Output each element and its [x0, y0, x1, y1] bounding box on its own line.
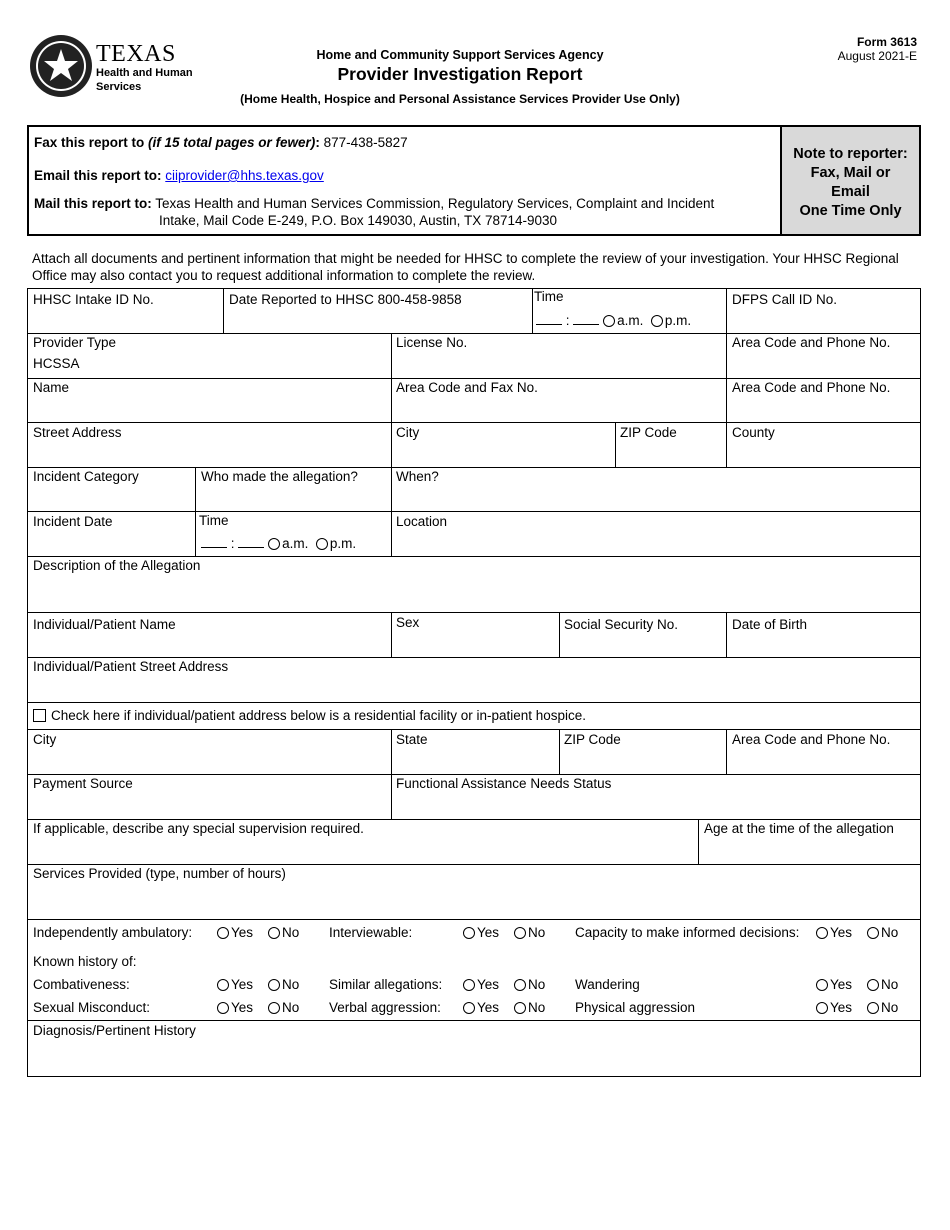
similar-yes-radio[interactable]: [463, 979, 475, 991]
row-rule: [28, 556, 920, 557]
agency-name: Home and Community Support Services Agency: [316, 48, 604, 62]
note-line1: Note to reporter:: [793, 146, 908, 162]
name-label: Name: [33, 380, 70, 395]
col-rule: [698, 819, 699, 864]
row-rule: [28, 819, 920, 820]
provider-type-value: HCSSA: [33, 356, 80, 371]
fax-label-a: Fax this report to: [34, 135, 149, 150]
fax-label-c: :: [315, 135, 320, 150]
hhs-logo: [28, 33, 198, 101]
street-address-label: Street Address: [33, 425, 122, 440]
sexual-options: [217, 1000, 299, 1015]
no-label: No: [528, 925, 546, 940]
known-history-label: Known history of:: [33, 954, 137, 969]
mail-label: Mail this report to:: [34, 196, 152, 211]
yes-label: Yes: [231, 977, 254, 992]
age-label: Age at the time of the allegation: [704, 821, 894, 836]
incident-am-radio[interactable]: [268, 538, 280, 550]
ssn-label: Social Security No.: [564, 617, 679, 632]
time-colon: :: [230, 536, 235, 551]
texas-seal-icon: [28, 33, 94, 99]
patient-street-label: Individual/Patient Street Address: [33, 659, 229, 674]
col-rule: [559, 612, 560, 657]
fax-number: 877-438-5827: [319, 135, 408, 150]
am-label: a.m.: [282, 536, 309, 551]
col-rule: [391, 729, 392, 819]
incident-time-label: Time: [199, 513, 229, 528]
incident-hour-blank[interactable]: [201, 537, 227, 548]
col-rule: [726, 289, 727, 467]
pm-label: p.m.: [664, 313, 692, 328]
email-link[interactable]: ciiprovider@hhs.texas.gov: [165, 168, 324, 183]
patient-city-label: City: [33, 732, 57, 747]
wandering-options: [816, 977, 898, 992]
pm-label: p.m.: [329, 536, 357, 551]
report-pm-radio[interactable]: [651, 315, 663, 327]
logo-sub-line2: Services: [96, 81, 142, 93]
sexual-yes-radio[interactable]: [217, 1002, 229, 1014]
verbal-yes-radio[interactable]: [463, 1002, 475, 1014]
row-rule: [28, 511, 920, 512]
dob-label: Date of Birth: [732, 617, 808, 632]
logo-wordmark: TEXAS: [96, 41, 176, 67]
payment-source-label: Payment Source: [33, 776, 133, 791]
fax-label-b: (if 15 total pages or fewer): [148, 135, 316, 150]
report-am-radio[interactable]: [603, 315, 615, 327]
physical-aggression-label: Physical aggression: [575, 1000, 696, 1015]
similar-allegations-label: Similar allegations:: [329, 977, 443, 992]
no-label: No: [881, 977, 899, 992]
provider-type-label: Provider Type: [33, 335, 117, 350]
col-rule: [391, 612, 392, 657]
incident-minute-blank[interactable]: [238, 537, 264, 548]
mail-address-line2: Intake, Mail Code E-249, P.O. Box 149030, Austin, TX 78714-9030: [159, 213, 558, 228]
diagnosis-label: Diagnosis/Pertinent History: [33, 1023, 196, 1038]
residential-check-label: Check here if individual/patient address below is a residential facility or in-patient hospice.: [51, 708, 587, 723]
sexual-misconduct-label: Sexual Misconduct:: [33, 1000, 151, 1015]
zip-label: ZIP Code: [620, 425, 677, 440]
note-line4: One Time Only: [799, 203, 902, 219]
patient-zip-label: ZIP Code: [564, 732, 621, 747]
ambulatory-yes-radio[interactable]: [217, 927, 229, 939]
description-label: Description of the Allegation: [33, 558, 201, 573]
city-label: City: [396, 425, 420, 440]
verbal-no-radio[interactable]: [514, 1002, 526, 1014]
wandering-no-radio[interactable]: [867, 979, 879, 991]
provider-phone-label: Area Code and Phone No.: [732, 335, 891, 350]
when-label: When?: [396, 469, 439, 484]
yes-label: Yes: [830, 925, 853, 940]
row-rule: [28, 612, 920, 613]
verbal-aggression-label: Verbal aggression:: [329, 1000, 441, 1015]
logo-sub-line1: Health and Human: [96, 67, 193, 79]
incident-category-label: Incident Category: [33, 469, 139, 484]
no-label: No: [282, 925, 300, 940]
form-date: August 2021-E: [837, 49, 917, 63]
interviewable-yes-radio[interactable]: [463, 927, 475, 939]
services-label: Services Provided (type, number of hours): [33, 866, 286, 881]
ambulatory-label: Independently ambulatory:: [33, 925, 193, 940]
interviewable-label: Interviewable:: [329, 925, 413, 940]
who-alleged-label: Who made the allegation?: [201, 469, 358, 484]
row-rule: [28, 333, 920, 334]
yes-label: Yes: [830, 977, 853, 992]
combativeness-yes-radio[interactable]: [217, 979, 229, 991]
intake-id-label: HHSC Intake ID No.: [33, 292, 154, 307]
email-label: Email this report to:: [34, 168, 162, 183]
mail-address-line1: Texas Health and Human Services Commission, Regulatory Services, Complaint and Incident: [155, 196, 715, 211]
verbal-options: [463, 1000, 545, 1015]
time-colon: :: [565, 313, 570, 328]
row-rule: [28, 1020, 920, 1021]
yes-label: Yes: [830, 1000, 853, 1015]
col-rule: [726, 729, 727, 774]
wandering-label: Wandering: [575, 977, 640, 992]
report-minute-blank[interactable]: [573, 314, 599, 325]
sexual-no-radio[interactable]: [268, 1002, 280, 1014]
physical-yes-radio[interactable]: [816, 1002, 828, 1014]
phone-label: Area Code and Phone No.: [732, 380, 891, 395]
license-label: License No.: [396, 335, 468, 350]
residential-check-row: [33, 708, 586, 723]
no-label: No: [881, 1000, 899, 1015]
row-rule: [28, 774, 920, 775]
report-time-input[interactable]: [536, 313, 691, 328]
yes-label: Yes: [231, 1000, 254, 1015]
date-reported-label: Date Reported to HHSC 800-458-9858: [229, 292, 462, 307]
col-rule: [195, 467, 196, 556]
form-number: Form 3613: [856, 35, 917, 49]
patient-name-label: Individual/Patient Name: [33, 617, 176, 632]
residential-checkbox[interactable]: [33, 709, 46, 722]
capacity-label: Capacity to make informed decisions:: [575, 925, 800, 940]
fax-label: Area Code and Fax No.: [396, 380, 538, 395]
attach-instructions: Attach all documents and pertinent information that might be needed for HHSC to complete the review of your investigation. Your HHSC Regional Office may also contact you to request additional information to complete the review.: [32, 251, 899, 283]
am-label: a.m.: [617, 313, 644, 328]
combativeness-label: Combativeness:: [33, 977, 130, 992]
yes-label: Yes: [231, 925, 254, 940]
no-label: No: [528, 1000, 546, 1015]
capacity-options: [816, 925, 898, 940]
fax-line: [34, 135, 408, 150]
col-rule: [726, 612, 727, 657]
email-line: [34, 168, 324, 183]
row-rule: [28, 702, 920, 703]
incident-pm-radio[interactable]: [316, 538, 328, 550]
col-rule: [391, 333, 392, 556]
report-hour-blank[interactable]: [536, 314, 562, 325]
similar-no-radio[interactable]: [514, 979, 526, 991]
col-rule: [532, 289, 533, 333]
col-rule: [559, 729, 560, 774]
combativeness-options: [217, 977, 299, 992]
form-number-block: [838, 35, 917, 63]
ambulatory-no-radio[interactable]: [268, 927, 280, 939]
combativeness-no-radio[interactable]: [268, 979, 280, 991]
incident-time-input[interactable]: [201, 536, 356, 551]
dfps-call-label: DFPS Call ID No.: [732, 292, 838, 307]
no-label: No: [528, 977, 546, 992]
sex-label: Sex: [396, 615, 420, 630]
no-label: No: [282, 977, 300, 992]
yes-label: Yes: [477, 925, 500, 940]
row-rule: [28, 919, 920, 920]
functional-needs-label: Functional Assistance Needs Status: [396, 776, 612, 791]
report-form-grid: [27, 288, 921, 1077]
capacity-yes-radio[interactable]: [816, 927, 828, 939]
physical-options: [816, 1000, 898, 1015]
incident-date-label: Incident Date: [33, 514, 113, 529]
row-rule: [28, 378, 920, 379]
row-rule: [28, 422, 920, 423]
row-rule: [28, 864, 920, 865]
no-label: No: [881, 925, 899, 940]
col-rule: [615, 422, 616, 467]
page-subtitle: (Home Health, Hospice and Personal Assistance Services Provider Use Only): [240, 92, 680, 106]
wandering-yes-radio[interactable]: [816, 979, 828, 991]
yes-label: Yes: [477, 977, 500, 992]
ambulatory-options: [217, 925, 299, 940]
note-to-reporter: [780, 127, 919, 234]
mail-line: [34, 196, 714, 211]
submission-box: [27, 125, 921, 236]
row-rule: [28, 729, 920, 730]
physical-no-radio[interactable]: [867, 1002, 879, 1014]
note-line3: Email: [831, 184, 870, 200]
interviewable-options: [463, 925, 545, 940]
capacity-no-radio[interactable]: [867, 927, 879, 939]
page-title: Provider Investigation Report: [337, 64, 583, 84]
note-line2: Fax, Mail or: [810, 165, 891, 181]
report-time-label: Time: [534, 289, 564, 304]
no-label: No: [282, 1000, 300, 1015]
row-rule: [28, 467, 920, 468]
patient-phone-label: Area Code and Phone No.: [732, 732, 891, 747]
county-label: County: [732, 425, 775, 440]
interviewable-no-radio[interactable]: [514, 927, 526, 939]
row-rule: [28, 657, 920, 658]
yes-label: Yes: [477, 1000, 500, 1015]
similar-options: [463, 977, 545, 992]
state-label: State: [396, 732, 428, 747]
col-rule: [223, 289, 224, 333]
supervision-label: If applicable, describe any special supervision required.: [33, 821, 364, 836]
location-label: Location: [396, 514, 448, 529]
